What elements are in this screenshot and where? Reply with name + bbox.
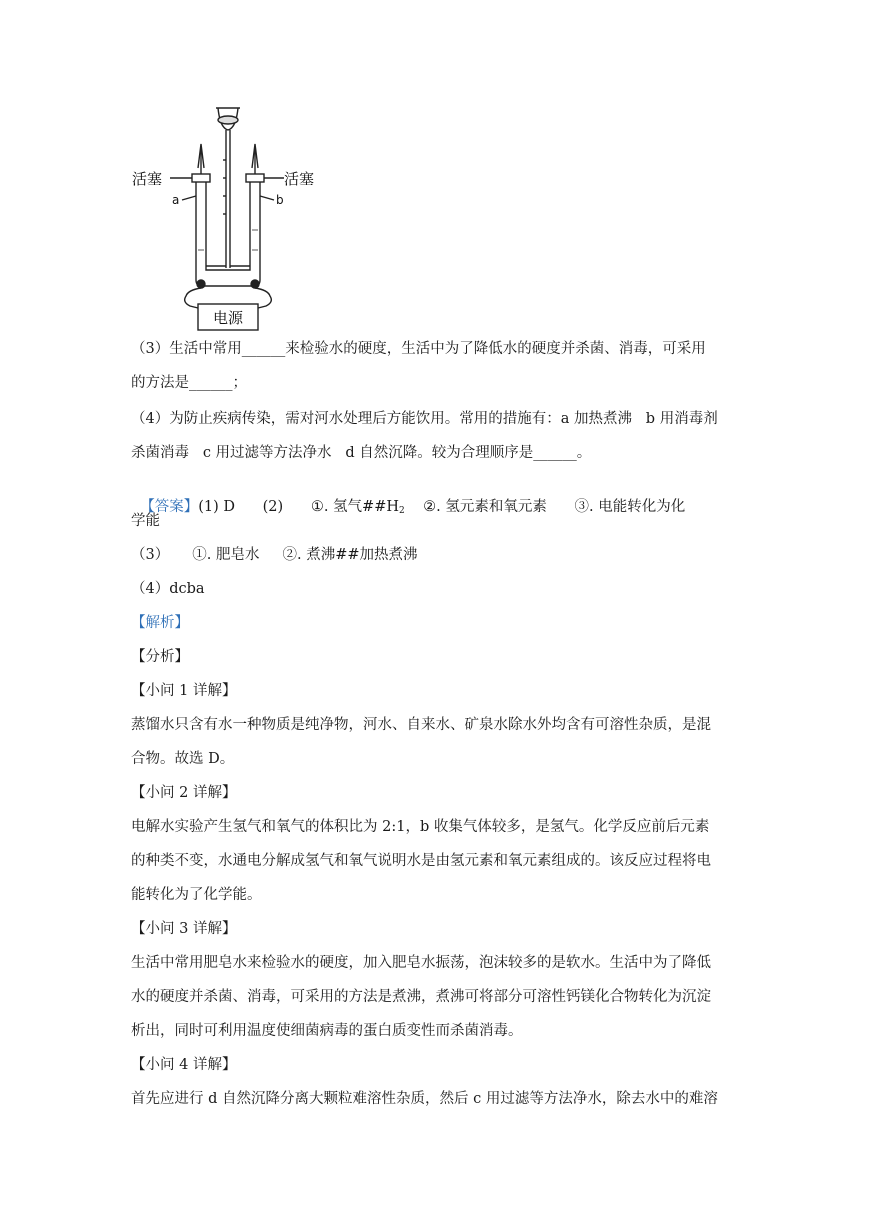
question-4-line-2: 杀菌消毒 c 用过滤等方法净水 d 自然沉降。较为合理顺序是______。 [131, 445, 592, 461]
answer-line-2: 学能 [131, 513, 160, 529]
section-3-line-1: 生活中常用肥皂水来检验水的硬度，加入肥皂水振荡，泡沫较多的是软水。生活中为了降低 [131, 955, 711, 971]
answer-1-2-text: (1) D (2) ①. 氢气##H [198, 499, 400, 515]
question-3-line-2: 的方法是______； [131, 375, 247, 391]
section-3-line-2: 水的硬度并杀菌、消毒，可采用的方法是煮沸，煮沸可将部分可溶性钙镁化合物转化为沉淀 [131, 989, 711, 1005]
tube-label-b: b [276, 193, 284, 207]
answer-4: （4）dcba [131, 581, 205, 597]
section-4-title: 【小问 4 详解】 [131, 1057, 237, 1073]
electrolysis-apparatus-drawing [128, 100, 328, 336]
question-4-line-1: （4）为防止疾病传染，需对河水处理后方能饮用。常用的措施有：a 加热煮沸 b 用消毒剂 [131, 411, 718, 427]
answer-tag: 【答案】 [140, 499, 199, 515]
h2-subscript: 2 [399, 506, 405, 516]
tube-label-a: a [172, 193, 180, 207]
stopcock-label-right: 活塞 [284, 170, 315, 188]
power-source-label: 电源 [213, 309, 244, 327]
section-3-title: 【小问 3 详解】 [131, 921, 237, 937]
section-2-line-1: 电解水实验产生氢气和氧气的体积比为 2:1，b 收集气体较多，是氢气。化学反应前后元素 [131, 819, 710, 835]
answer-line-1 [131, 477, 685, 521]
analysis-tag: 【解析】 [131, 615, 189, 631]
section-4-line-1: 首先应进行 d 自然沉降分离大颗粒难溶性杂质，然后 c 用过滤等方法净水，除去水中的难溶 [131, 1091, 718, 1107]
section-2-line-3: 能转化为了化学能。 [131, 887, 262, 903]
section-1-title: 【小问 1 详解】 [131, 683, 237, 699]
question-3-line-1: （3）生活中常用______来检验水的硬度，生活中为了降低水的硬度并杀菌、消毒，可采用 [131, 341, 706, 357]
answer-2-continued: ②. 氢元素和氧元素 ③. 电能转化为化 [404, 499, 686, 515]
fenxi-heading: 【分析】 [131, 649, 189, 665]
section-3-line-3: 析出，同时可利用温度使细菌病毒的蛋白质变性而杀菌消毒。 [131, 1023, 523, 1039]
section-2-line-2: 的种类不变，水通电分解成氢气和氧气说明水是由氢元素和氧元素组成的。该反应过程将电 [131, 853, 711, 869]
section-1-line-1: 蒸馏水只含有水一种物质是纯净物，河水、自来水、矿泉水除水外均含有可溶性杂质，是混 [131, 717, 711, 733]
section-1-line-2: 合物。故选 D。 [131, 751, 235, 767]
stopcock-label-left: 活塞 [132, 170, 163, 188]
section-2-title: 【小问 2 详解】 [131, 785, 237, 801]
electrolysis-apparatus-figure [128, 100, 328, 336]
answer-3: （3） ①. 肥皂水 ②. 煮沸##加热煮沸 [131, 547, 418, 563]
